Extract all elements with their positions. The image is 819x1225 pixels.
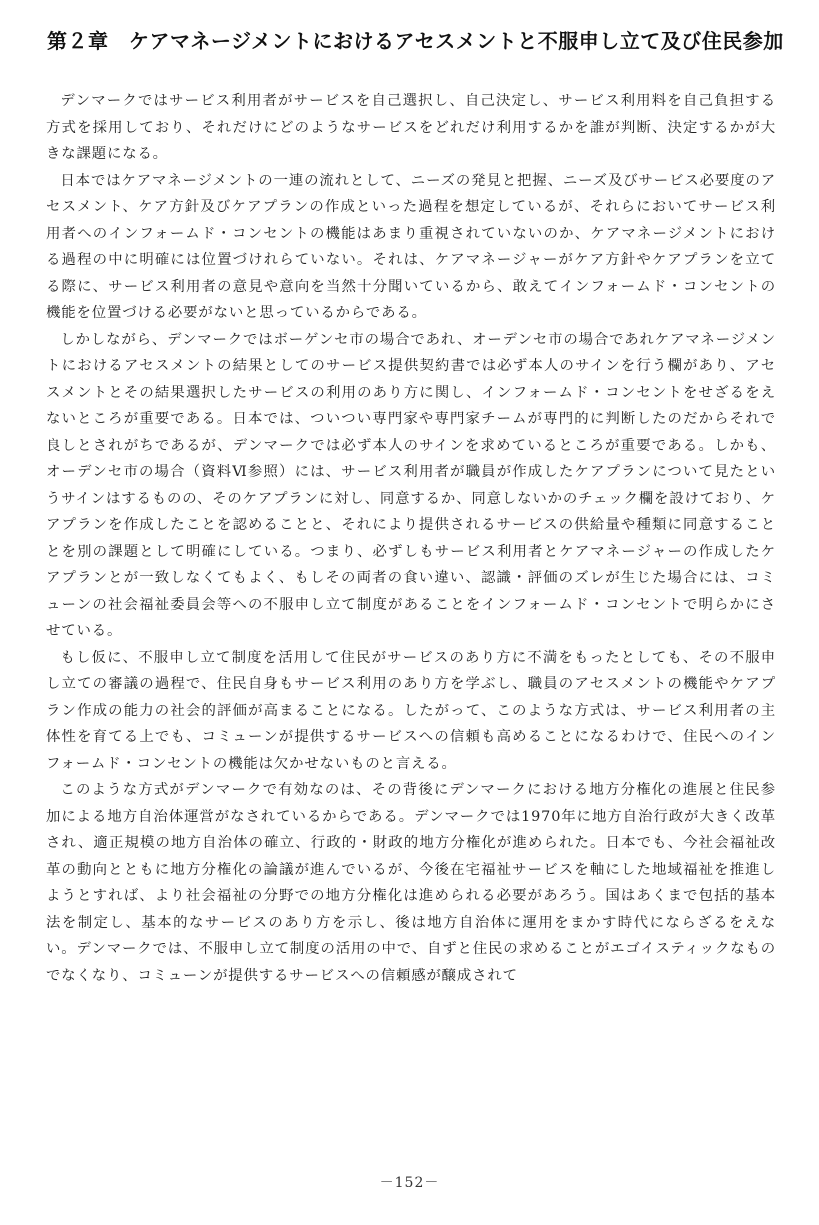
paragraph-5: このような方式がデンマークで有効なのは、その背後にデンマークにおける地方分権化の進展と住民参加による地方自治体運営がなされているからである。デンマークでは1970年に地方自治行政が大きく改革され、適正規模の地方自治体の確立、行政的・財政的地方分権化が進められた。日本でも、今社会福祉改革の動向とともに地方分権化の論議が進んでいるが、今後在宅福祉サービスを軸にした地域福祉を推進しようとすれば、より社会福祉の分野での地方分権化は進められる必要があろう。国はあくまで包括的基本法を制定し、基本的なサービスのあり方を示し、後は地方自治体に運用をまかす時代にならざるをえない。デンマークでは、不服申し立て制度の活用の中で、自ずと住民の求めることがエゴイスティックなものでなくなり、コミューンが提供するサービスへの信頼感が醸成されて <box>46 782 776 984</box>
chapter-title: 第２章 ケアマネージメントにおけるアセスメントと不服申し立て及び住民参加 <box>47 29 784 53</box>
paragraph-2: 日本ではケアマネージメントの一連の流れとして、ニーズの発見と把握、ニーズ及びサービス必要度のアセスメント、ケア方針及びケアプランの作成といった過程を想定しているが、それらにおいてサービス利用者へのインフォームド・コンセントの機能はあまり重視されていないのか、ケアマネージメントにおける過程の中に明確には位置づけれらていない。それは、ケアマネージャーがケア方針やケアプランを立てる際に、サービス利用者の意見や意向を当然十分聞いているから、敢えてインフォームド・コンセントの機能を位置づける必要がないと思っているからである。 <box>46 172 776 321</box>
page-number: －152－ <box>379 1175 440 1191</box>
body-text <box>46 88 776 989</box>
paragraph-4: もし仮に、不服申し立て制度を活用して住民がサービスのあり方に不満をもったとしても、その不服申し立ての審議の過程で、住民自身もサービス利用のあり方を学ぶし、職員のアセスメントの機能やケアプラン作成の能力の社会的評価が高まることになる。したがって、このような方式は、サービス利用者の主体性を育てる上でも、コミューンが提供するサービスへの信頼も高めることになるわけで、住民へのインフォームド・コンセントの機能は欠かせないものと言える。 <box>46 649 776 772</box>
paragraph-1: デンマークではサービス利用者がサービスを自己選択し、自己決定し、サービス利用料を自己負担する方式を採用しており、それだけにどのようなサービスをどれだけ利用するかを誰が判断、決定するかが大きな課題になる。 <box>46 93 776 162</box>
paragraph-3: しかしながら、デンマークではボーゲンセ市の場合であれ、オーデンセ市の場合であれケアマネージメントにおけるアセスメントの結果としてのサービス提供契約書では必ず本人のサインを行う欄があり、アセスメントとその結果選択したサービスの利用のあり方に関し、インフォームド・コンセントをせざるをえないところが重要である。日本では、ついつい専門家や専門家チームが専門的に判断したのだからそれで良しとされがちであるが、デンマークでは必ず本人のサインを求めているところが重要である。しかも、オーデンセ市の場合（資料Ⅵ参照）には、サービス利用者が職員が作成したケアプランについて見たというサインはするものの、そのケアプランに対し、同意するか、同意しないかのチェック欄を設けており、ケアプランを作成したことを認めることと、それにより提供されるサービスの供給量や種類に同意することとを別の課題として明確にしている。つまり、必ずしもサービス利用者とケアマネージャーの作成したケアプランとが一致しなくてもよく、もしその両者の食い違い、認識・評価のズレが生じた場合には、コミューンの社会福祉委員会等への不服申し立て制度があることをインフォームド・コンセントで明らかにさせている。 <box>46 331 776 639</box>
